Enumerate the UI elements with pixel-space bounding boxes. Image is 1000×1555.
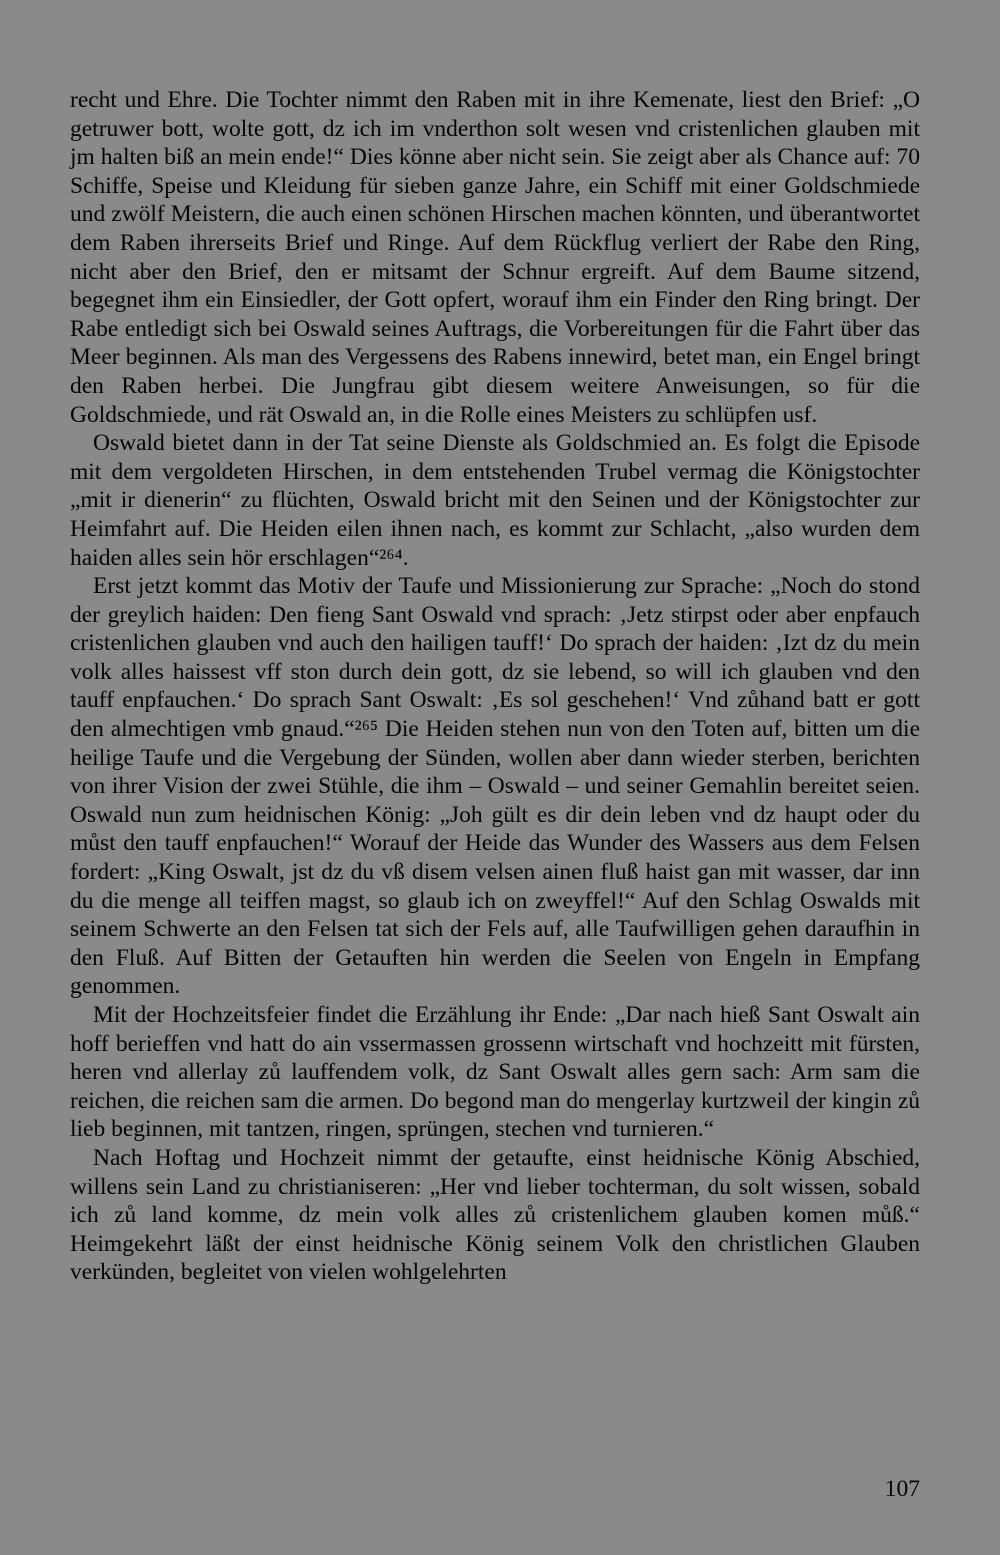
paragraph-1: recht und Ehre. Die Tochter nimmt den Raben mit in ihre Kemenate, liest den Brief: „O getruwer bott, wolte gott, dz ich im vnderthon solt wesen vnd cristenlichen glauben mit jm halten biß an mein ende!“ Dies könne aber nicht sein. Sie zeigt aber als Chance auf: 70 Schiffe, Speise und Kleidung für sieben ganze Jahre, ein Schiff mit einer Goldschmiede und zwölf Meistern, die auch einen schönen Hirschen machen könnten, und überantwortet dem Raben ihrerseits Brief und Ringe. Auf dem Rückflug verliert der Rabe den Ring, nicht aber den Brief, den er mitsamt der Schnur ergreift. Auf dem Baume sitzend, begegnet ihm ein Einsiedler, der Gott opfert, worauf ihm ein Finder den Ring bringt. Der Rabe entledigt sich bei Oswald seines Auftrags, die Vorbereitungen für die Fahrt über das Meer beginnen. Als man des Vergessens des Rabens innewird, betet man, ein Engel bringt den Raben herbei. Die Jungfrau gibt diesem weitere Anweisungen, so für die Goldschmiede, und rät Oswald an, in die Rolle eines Meisters zu schlüpfen usf.: [70, 87, 920, 428]
paragraph-2: Oswald bietet dann in der Tat seine Dienste als Goldschmied an. Es folgt die Episode mit dem vergoldeten Hirschen, in dem entstehenden Trubel vermag die Königstochter „mit ir dienerin“ zu flüchten, Oswald bricht mit den Seinen und der Königstochter zur Heimfahrt auf. Die Heiden eilen ihnen nach, es kommt zur Schlacht, „also wurden dem haiden alles sein hör erschlagen“²⁶⁴.: [70, 430, 920, 571]
paragraph-3: Erst jetzt kommt das Motiv der Taufe und Missionierung zur Sprache: „Noch do stond der greylich haiden: Den fieng Sant Oswald vnd sprach: ‚Jetz stirpst oder aber enpfauch cristenlichen glauben vnd auch den hailigen tauff!‘ Do sprach der haiden: ‚Izt dz du mein volk alles haissest vff ston durch dein gott, dz sie lebend, so will ich glauben vnd den tauff enpfauchen.‘ Do sprach Sant Oswalt: ‚Es sol geschehen!‘ Vnd zůhand batt er gott den almechtigen vmb gnaud.“²⁶⁵ Die Heiden stehen nun von den Toten auf, bitten um die heilige Taufe und die Vergebung der Sünden, wollen aber dann wieder sterben, berichten von ihrer Vision der zwei Stühle, die ihm – Oswald – und seiner Gemahlin bereitet seien. Oswald nun zum heidnischen König: „Joh gült es dir dein leben vnd dz haupt oder du můst den tauff enpfauchen!“ Worauf der Heide das Wunder des Wassers aus dem Felsen fordert: „King Oswalt, jst dz du vß disem velsen ainen fluß haist gan mit wasser, dar inn du die menge all teiffen magst, so glaub ich on zweyffel!“ Auf den Schlag Oswalds mit seinem Schwerte an den Felsen tat sich der Fels auf, alle Taufwilligen gehen daraufhin in den Fluß. Auf Bitten der Getauften hin werden die Seelen von Engeln in Empfang genommen.: [70, 573, 920, 1000]
page-number: 107: [884, 1476, 920, 1502]
paragraph-4: Mit der Hochzeitsfeier findet die Erzählung ihr Ende: „Dar nach hieß Sant Oswalt ain hoff berieffen vnd hatt do ain vssermassen grossenn wirtschaft vnd hochzeitt mit fürsten, heren vnd allerlay zů lauffendem volk, dz Sant Oswalt alles gern sach: Arm sam die reichen, die reichen sam die armen. Do begond man do mengerlay kurtzweil der kingin zů lieb beginnen, mit tantzen, ringen, sprüngen, stechen vnd turnieren.“: [70, 1002, 920, 1143]
page-body: [70, 86, 920, 1287]
paragraph-5: Nach Hoftag und Hochzeit nimmt der getaufte, einst heidnische König Abschied, willens sein Land zu christianiseren: „Her vnd lieber tochterman, du solt wissen, sobald ich zů land komme, dz mein volk alles zů cristenlichem glauben komen můß.“ Heimgekehrt läßt der einst heidnische König seinem Volk den christlichen Glauben verkünden, begleitet von vielen wohlgelehrten: [70, 1144, 920, 1286]
